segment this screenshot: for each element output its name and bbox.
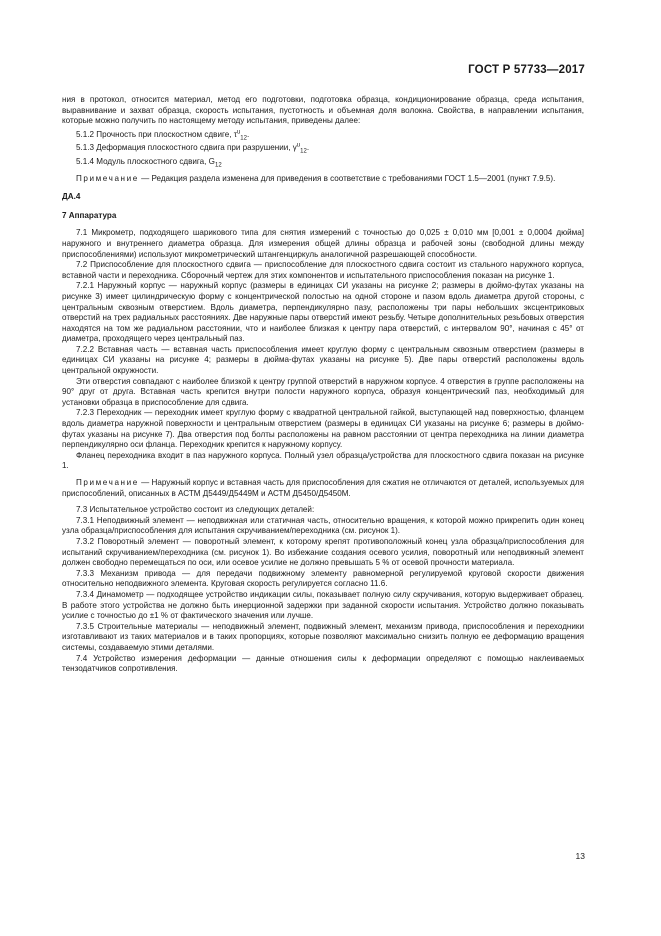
paragraph-7-3: 7.3 Испытательное устройство состоит из следующих деталей: — [76, 505, 315, 515]
document-body — [62, 95, 584, 675]
paragraph-7-3-4: 7.3.4 Динамометр — подходящее устройство индикации силы, показывает полную силу скручивания, которую выдерживает образец. В работе этого устройства не должно быть инерционной задержки при заданной скорости испытания. Устройство должно показывать усилие с точностью до ±1 % от фактического значения или лучше. — [62, 589, 584, 621]
paragraph-7-1: 7.1 Микрометр, подходящего шарикового типа для снятия измерений с точностью до 0,025 ± 0,010 мм [0,001 ± 0,0004 дюйма] наружного и внутреннего диаметра образца. Для измерения общей длины образца и рабочей зоны (свободной длины между приспособлениями) используют микрометрический штангенциркуль аналогичной разрешающей способности. — [62, 228, 584, 259]
note-1: Примечание — Редакция раздела изменена для приведения в соответствие с требованиями ГОСТ 1.5—2001 (пункт 7.9.5). — [76, 173, 556, 183]
paragraph-7-2-2: 7.2.2 Вставная часть — вставная часть приспособления имеет круглую форму с центральным сквозным отверстием (размеры в единицах СИ указаны на рисунке 4; размеры в дюйма-футах указаны на рисунке 5). Две пары отверстий расположены вдоль центральной окружности. — [62, 344, 584, 376]
paragraph-7-2-2-b: Эти отверстия совпадают с наиболее близкой к центру группой отверстий в наружном корпусе. 4 отверстия в группе расположены на 90° друг от друга. Вставная часть крепится внутри полости наружного корпуса, образуя концентрический паз, необходимый для установки образца в приспособление для сдвига. — [62, 376, 584, 407]
intro-paragraph: ния в протокол, относится материал, метод его подготовки, подготовка образца, кондиционирование образца, среда испытания, выравнивание и захват образца, скорость испытания, пустотность и объемная доля волокна. Свойства, в направлении испытания, которые можно получить по настоящему методу испытания, приведены далее: — [62, 95, 584, 126]
item-5-1-4: 5.1.4 Модуль плоскостного сдвига, $G_{12}$ — [76, 156, 222, 169]
paragraph-7-3-5: 7.3.5 Строительные материалы — неподвижный элемент, подвижный элемент, механизм привода, приспособления и переходники изготавливают из таких материалов и в таких пропорциях, которые позволяют максимально снизить полную ее деформацию вращения системы, создаваемую этими деталями. — [62, 621, 584, 652]
item-5-1-2: 5.1.2 Прочность при плоскостном сдвиге, $\tau^u_{12}$. — [76, 129, 250, 142]
paragraph-7-2-3: 7.2.3 Переходник — переходник имеет круглую форму с квадратной центральной гайкой, выступающей над поверхностью, фланцем вдоль диаметра наружной поверхности и центральным отверстием (размеры в единицах СИ указаны на рисунке 6; размеры в дюймо-футах указаны на рисунке 7). Два отверстия под болты расположены на равном расстоянии от центра переходника на линии диаметра перпендикулярно оси фланца. Переходник крепится к наружному корпусу. — [62, 408, 584, 450]
note-2: Примечание — Наружный корпус и вставная часть для приспособления для сжатия не отличаются от деталей, используемых для приспособлений, описанных в АСТМ Д5449/Д5449М и АСТМ Д5450/Д5450М. — [62, 478, 584, 498]
paragraph-7-3-3: 7.3.3 Механизм привода — для передачи подвижному элементу равномерной регулируемой круговой скорости движения относительно неподвижного элемента. Круговая скорость регулируется согласно 11.6. — [62, 568, 584, 589]
page-number: 13 — [575, 851, 585, 861]
paragraph-7-2-1: 7.2.1 Наружный корпус — наружный корпус (размеры в единицах СИ указаны на рисунке 2; размеры в дюймо-футах указаны на рисунке 3) имеет цилиндрическую форму с концентрической полостью на одной стороне и пазом вдоль диаметра другой стороны, с центральным сквозным отверстием. Вдоль диаметра, перпендикулярно пазу, расположены три пары небольших эксцентриковых отверстий на трех радиальных расстояниях. Две наружные пары отверстий имеют резьбу. Четыре дополнительных резьбовых отверстия находятся на том же радиальном расстоянии, что и наиболее близкая к центру пара отверстий, с интервалом 90°, начиная с 45° от диаметра, проходящего через центральный паз. — [62, 281, 584, 344]
document-header: ГОСТ Р 57733—2017 — [468, 64, 585, 76]
paragraph-7-3-1: 7.3.1 Неподвижный элемент — неподвижная или статичная часть, относительно вращения, к которой можно прикрепить один конец узла образца/приспособления для испытания скручиванием/переходника (см. рисунок 1). — [62, 515, 584, 536]
paragraph-7-2: 7.2 Приспособление для плоскостного сдвига — приспособление для плоскостного сдвига состоит из стального наружного корпуса, вставной части и переходника. Сборочный чертеж для этих компонентов и испытательного приспособления показан на рисунке 1. — [62, 260, 584, 280]
item-5-1-3: 5.1.3 Деформация плоскостного сдвига при разрушении, $\gamma^u_{12}$. — [76, 142, 310, 155]
paragraph-7-2-3-b: Фланец переходника входит в паз наружного корпуса. Полный узел образца/устройства для плоскостного сдвига показан на рисунке 1. — [62, 450, 584, 471]
section-7-heading: 7 Аппаратура — [62, 210, 117, 220]
section-da4: ДА.4 — [62, 192, 81, 202]
paragraph-7-3-2: 7.3.2 Поворотный элемент — поворотный элемент, к которому крепят противоположный конец узла образца/приспособления для испытаний скручиванием/переходника (см. рисунок 1). Во избежание создания осевого усилия, поворотный или неподвижный элемент должен свободно перемещаться по оси, или осевое усилие не должно превышать 5 % от осевой прочности материала. — [62, 536, 584, 568]
paragraph-7-4: 7.4 Устройство измерения деформации — данные отношения силы к деформации определяют с помощью наклеиваемых тензодатчиков сопротивления. — [62, 653, 584, 674]
